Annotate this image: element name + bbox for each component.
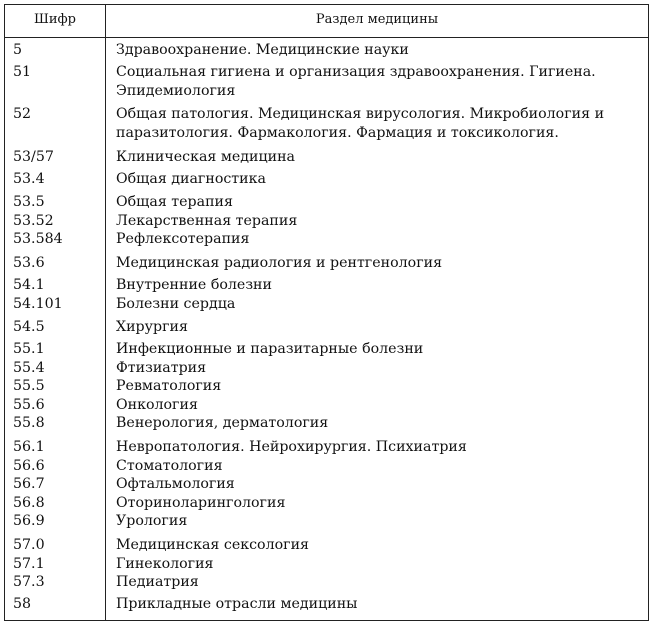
table-row: [5, 377, 648, 396]
table-row: [5, 105, 648, 142]
row-code: 55.6: [13, 396, 45, 413]
table-row: [5, 396, 648, 415]
row-section-name: Социальная гигиена и организация здравоохранения. Гигиена. Эпидемиология: [116, 64, 596, 99]
row-section-name: Онкология: [116, 396, 198, 413]
row-code: 55.1: [13, 341, 45, 357]
row-code: 53/57: [13, 149, 54, 165]
row-section-name: Венерология, дерматология: [116, 415, 329, 432]
row-group: [5, 63, 648, 100]
row-code: 57.0: [13, 537, 45, 553]
row-section-name: Оториноларингология: [116, 494, 286, 511]
row-code: 53.52: [13, 212, 54, 229]
row-group: [5, 276, 648, 313]
row-section-name: Стоматология: [116, 457, 223, 474]
row-section-name: Прикладные отрасли медицины: [116, 596, 358, 612]
table-row: [5, 595, 648, 614]
row-section-name: Болезни сердца: [116, 295, 236, 312]
table-row: [5, 494, 648, 513]
row-code: 58: [13, 596, 32, 612]
table-row: [5, 193, 648, 212]
table-row: [5, 230, 648, 249]
row-code: 53.584: [13, 231, 63, 248]
row-section-name: Хирургия: [116, 319, 188, 335]
row-section-name: Фтизиатрия: [116, 359, 207, 376]
row-section-name: Медицинская радиология и рентгенология: [116, 255, 443, 271]
row-code: 55.5: [13, 378, 45, 395]
row-group: [5, 340, 648, 433]
table-row: [5, 63, 648, 100]
row-group: [5, 595, 648, 614]
header-code: Шифр: [34, 12, 76, 27]
row-code: 57.1: [13, 555, 45, 572]
row-group: [5, 318, 648, 337]
row-code: 56.6: [13, 457, 45, 474]
row-code: 56.7: [13, 476, 45, 493]
table-row: [5, 555, 648, 574]
row-section-name: Общая диагностика: [116, 171, 266, 187]
row-code: 53.6: [13, 255, 45, 271]
row-section-name: Ревматология: [116, 378, 222, 395]
row-code: 54.101: [13, 295, 63, 312]
table-row: [5, 457, 648, 476]
row-section-name: Медицинская сексология: [116, 537, 309, 553]
row-group: [5, 254, 648, 273]
row-section-name: Невропатология. Нейрохирургия. Психиатрия: [116, 439, 467, 455]
row-code: 53.5: [13, 194, 45, 210]
table-row: [5, 536, 648, 555]
row-section-name: Педиатрия: [116, 574, 199, 591]
row-section-name: Офтальмология: [116, 476, 235, 493]
row-code: 53.4: [13, 171, 45, 187]
table-row: [5, 340, 648, 359]
table-row: [5, 148, 648, 167]
row-section-name: Общая терапия: [116, 194, 233, 210]
table-row: [5, 276, 648, 295]
row-code: 5: [13, 42, 23, 58]
row-code: 56.9: [13, 513, 45, 530]
row-section-name: Внутренние болезни: [116, 277, 272, 293]
table-row: [5, 212, 648, 231]
row-group: [5, 170, 648, 189]
row-code: 51: [13, 64, 32, 80]
row-code: 54.5: [13, 319, 45, 335]
header-section: Раздел медицины: [315, 12, 439, 27]
row-code: 55.8: [13, 415, 45, 432]
row-group: [5, 41, 648, 60]
table-row: [5, 41, 648, 60]
table-row: [5, 438, 648, 457]
row-section-name: Здравоохранение. Медицинские науки: [116, 42, 409, 58]
row-code: 52: [13, 106, 32, 122]
table-row: [5, 414, 648, 433]
row-code: 56.1: [13, 439, 45, 455]
row-code: 54.1: [13, 277, 45, 293]
table-row: [5, 318, 648, 337]
row-group: [5, 105, 648, 142]
row-code: 56.8: [13, 494, 45, 511]
row-section-name: Лекарственная терапия: [116, 212, 298, 229]
table-row: [5, 254, 648, 273]
row-section-name: Инфекционные и паразитарные болезни: [116, 341, 424, 357]
medicine-classification-table: [4, 4, 649, 621]
row-code: 57.3: [13, 574, 45, 591]
table-row: [5, 170, 648, 189]
row-group: [5, 148, 648, 167]
table-row: [5, 573, 648, 592]
row-group: [5, 536, 648, 592]
row-section-name: Гинекология: [116, 555, 214, 572]
table-row: [5, 512, 648, 531]
table-row: [5, 475, 648, 494]
table-header: [5, 5, 648, 38]
table-row: [5, 359, 648, 378]
table-row: [5, 295, 648, 314]
row-group: [5, 193, 648, 249]
row-section-name: Рефлексотерапия: [116, 231, 250, 248]
row-section-name: Урология: [116, 513, 188, 530]
row-group: [5, 438, 648, 531]
row-code: 55.4: [13, 359, 45, 376]
row-section-name: Клиническая медицина: [116, 149, 295, 165]
row-section-name: Общая патология. Медицинская вирусология. Микробиология и паразитология. Фармакология. Фармация и токсикология.: [116, 106, 605, 141]
